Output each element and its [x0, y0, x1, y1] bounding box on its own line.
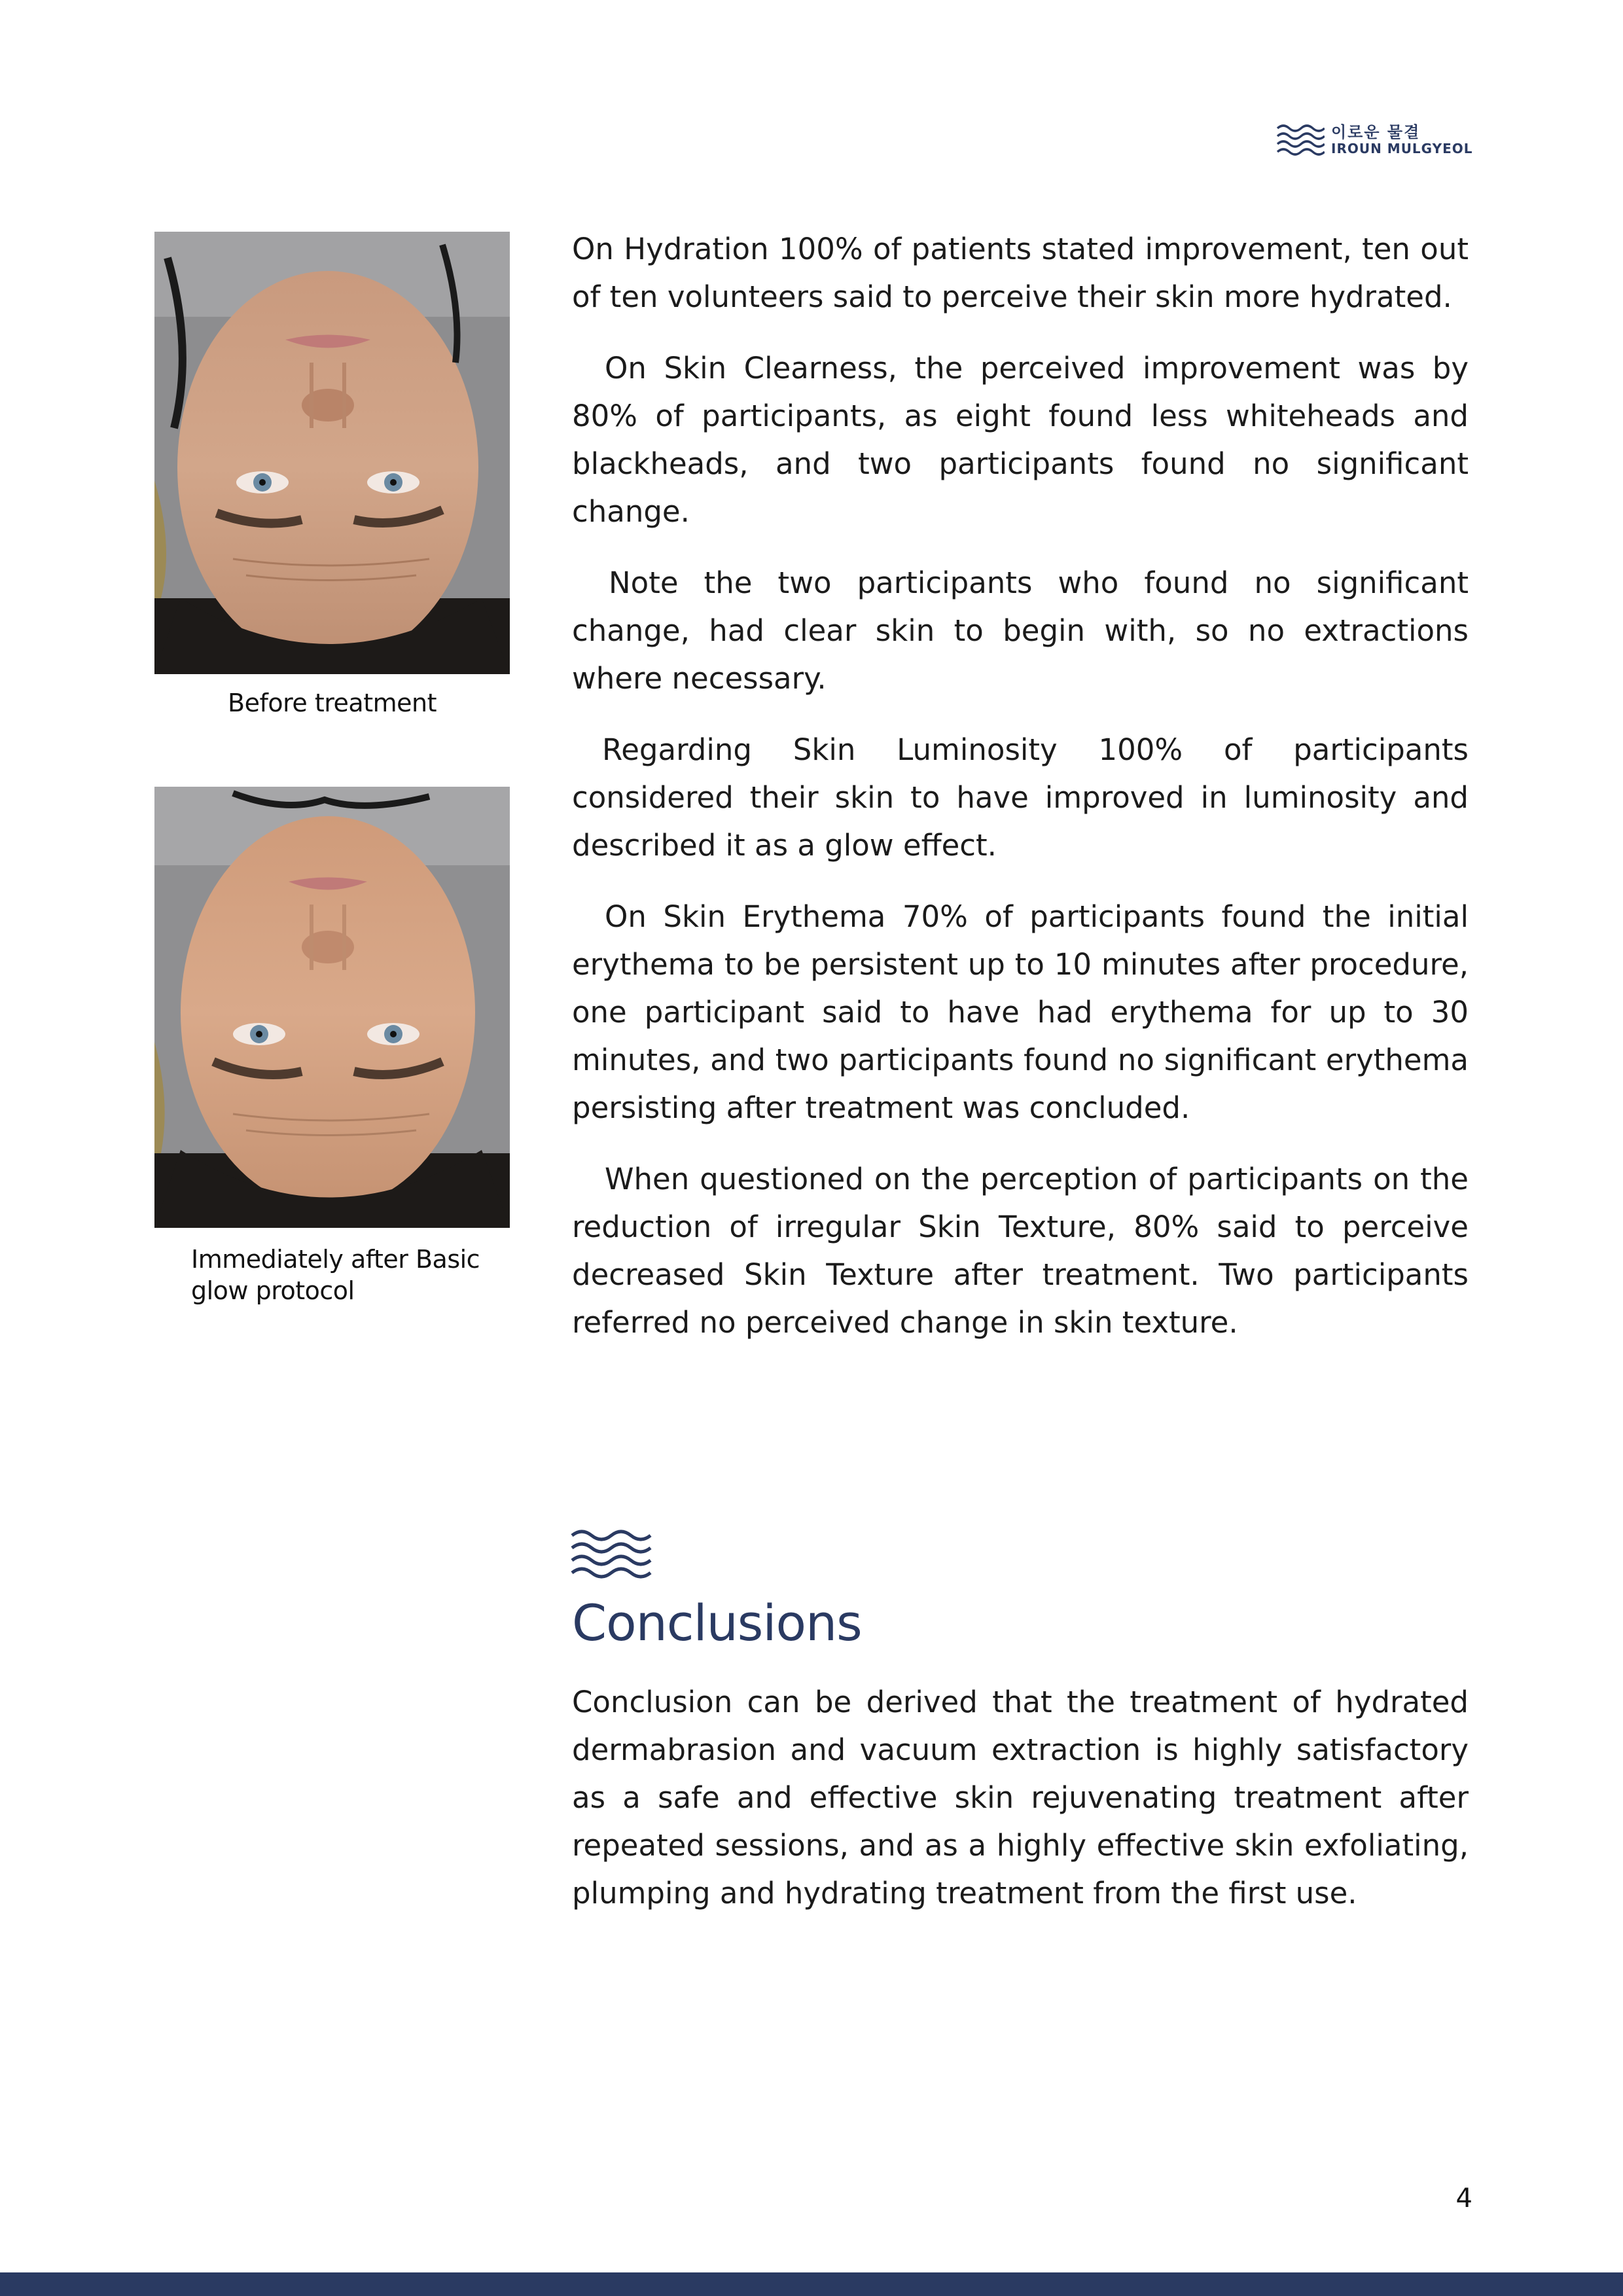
after-treatment-photo	[154, 787, 510, 1228]
before-treatment-caption: Before treatment	[228, 689, 437, 717]
hydration-paragraph: On Hydration 100% of patients stated improvement, ten out of ten volunteers said to perceive their skin more hydrated.	[572, 232, 1469, 314]
before-treatment-photo	[154, 232, 510, 674]
conclusions-heading: Conclusions	[572, 1594, 862, 1652]
logo-korean-text: 이로운 물결	[1331, 123, 1421, 141]
waves-logo-icon	[1276, 123, 1325, 156]
after-treatment-caption: Immediately after Basic glow protocol	[191, 1245, 480, 1305]
logo-english-text: IROUN MULGYEOL	[1331, 141, 1473, 156]
skin-clearness-paragraph: On Skin Clearness, the perceived improvement was by 80% of participants, as eight found less whiteheads and blackheads, and two participants found no significant change.	[572, 351, 1469, 529]
conclusions-section	[572, 1678, 1469, 1941]
skin-luminosity-paragraph: Regarding Skin Luminosity 100% of participants considered their skin to have improved in luminosity and described it as a glow effect.	[572, 732, 1469, 863]
skin-texture-paragraph: When questioned on the perception of participants on the reduction of irregular Skin Texture, 80% said to perceive decreased Skin Texture after treatment. Two participants referred no perceived change in skin texture.	[572, 1162, 1469, 1340]
waves-icon	[571, 1528, 652, 1580]
brand-logo	[1276, 119, 1472, 165]
clear-skin-note-paragraph: Note the two participants who found no significant change, had clear skin to begin with, so no extractions where necessary.	[572, 565, 1469, 696]
results-section	[572, 225, 1469, 1370]
skin-erythema-paragraph: On Skin Erythema 70% of participants found the initial erythema to be persistent up to 10 minutes after procedure, one participant said to have had erythema for up to 30 minutes, and two participants found no significant erythema persisting after treatment was concluded.	[572, 899, 1469, 1125]
footer-bar	[0, 2272, 1623, 2296]
page-number: 4	[1455, 2183, 1472, 2214]
conclusions-paragraph: Conclusion can be derived that the treatment of hydrated dermabrasion and vacuum extraction is highly satisfactory as a safe and effective skin rejuvenating treatment after repeated sessions, and as a highly effective skin exfoliating, plumping and hydrating treatment from the first use.	[572, 1685, 1469, 1910]
